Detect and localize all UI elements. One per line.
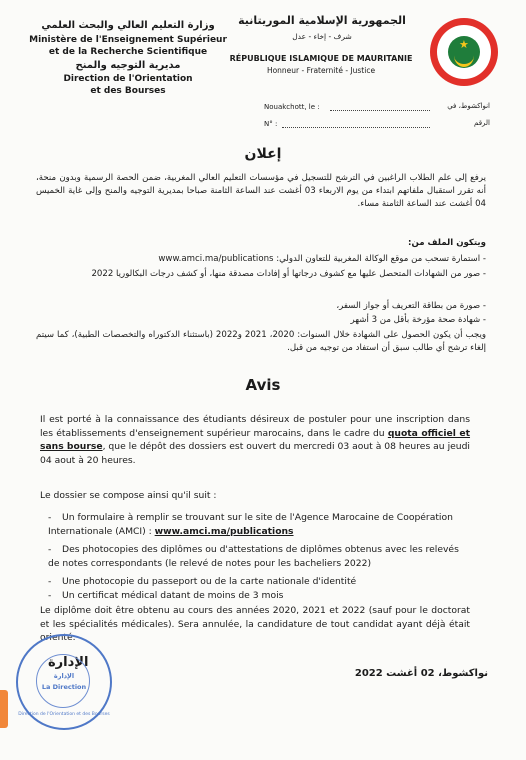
french-paragraph-1: Il est porté à la connaissance des étudiants désireux de postuler pour une inscription dans les établissements d'enseignement supérieur marocains, dans le cadre du quota officiel et sans bourse, que le dépôt des dossiers est ouvert du mercredi 03 aout à 08 heures au jeudi 04 aout à 20 heures.: [40, 414, 471, 466]
amci-link[interactable]: www.amci.ma/publications: [154, 525, 294, 537]
number-label-ar: الرقم: [474, 119, 490, 127]
stamp-text-fr: La Direction: [41, 683, 87, 691]
direction-fr-line1: Direction de l'Orientation: [63, 74, 193, 84]
arabic-title: إعلان: [244, 146, 282, 162]
arabic-file-intro: ويتكون الملف من:: [408, 238, 486, 248]
place-label-ar: انواكشوط، في: [447, 102, 490, 110]
number-label-fr: N° :: [264, 120, 278, 128]
page-edge-tab: [0, 690, 8, 728]
french-item-1: - Un formulaire à remplir se trouvant sur le site de l'Agence Marocaine de Coopération Internationale (AMCI) : www.amci.ma/publications: [48, 512, 453, 537]
quota-emphasis: quota officiel et sans bourse: [40, 427, 471, 452]
place-label-fr: Nouakchott, le :: [264, 103, 320, 111]
motto-ar: شرف - إخاء - عدل: [292, 32, 352, 41]
stamp-ring-text: Direction de l'Orientation et des Bourses: [18, 712, 110, 717]
date-line-ar: نواكشوط، 02 أغشت 2022: [354, 668, 488, 679]
mauritania-emblem-logo: ★: [430, 18, 498, 86]
republic-fr: RÉPUBLIQUE ISLAMIQUE DE MAURITANIE: [229, 54, 413, 63]
french-item-3: - Une photocopie du passeport ou de la carte nationale d'identité: [48, 576, 357, 587]
direction-fr-line2: et des Bourses: [90, 86, 166, 96]
stamp-text-ar: الإدارة: [53, 672, 75, 680]
republic-ar: الجمهورية الإسلامية الموريتانية: [238, 14, 406, 27]
motto-fr: Honneur - Fraternité - Justice: [266, 66, 376, 75]
french-paragraph-2: Le diplôme doit être obtenu au cours des années 2020, 2021 et 2022 (sauf pour le doctorat et les spécialités médicales). Sera annulée, la candidature de tout candidat ayant déjà était orienté.: [40, 605, 470, 643]
french-title: Avis: [245, 376, 281, 394]
french-item-2: - Des photocopies des diplômes ou d'attestations de diplômes obtenus avec les relevés de notes correspondants (le relevé de notes pour les bacheliers 2022): [48, 544, 459, 569]
arabic-item-2: - صور من الشهادات المتحصل عليها مع كشوف درجاتها أو إفادات مصدقة منها، أو كشف درجات البكالوريا 2022: [91, 269, 486, 279]
place-dotted-line: [330, 110, 430, 111]
french-item-4: - Un certificat médical datant de moins de 3 mois: [48, 590, 284, 601]
arabic-item-1: - استمارة تسحب من موقع الوكالة المغربية للتعاون الدولي: www.amci.ma/publications: [158, 254, 486, 264]
arabic-paragraph-2: ويجب أن يكون الحصول على الشهادة خلال السنوات: 2020، 2021 و2022 (باستثناء الدكتوراه والتخصصات الطبية)، كما سيتم إلغاء ترشح أي طالب سبق أن استفاد من توجيه من قبل.: [36, 330, 486, 353]
number-dotted-line: [282, 127, 430, 128]
ministry-ar: وزارة التعليم العالي والبحث العلمي: [41, 20, 215, 31]
ministry-fr-line2: et de la Recherche Scientifique: [48, 47, 208, 57]
ministry-fr-line1: Ministère de l'Enseignement Supérieur: [29, 35, 227, 45]
signature-ar: الإدارة: [48, 655, 89, 670]
arabic-paragraph-1: يرفع إلى علم الطلاب الراغبين في الترشح للتسجيل في مؤسسات التعليم العالي المغربية، ضمن الحصة الرسمية وبدون منحة، أنه تقرر استقبال ملفاتهم ابتداء من يوم الاربعاء 03 أغشت عند الساعة الثامنة صباحا بمديرية التوجيه والمنح وإلى غاية الخميس 04 أغشت عند الساعة الثامنة مساء.: [36, 173, 486, 209]
arabic-item-3: - صورة من بطاقة التعريف أو جواز السفر،: [336, 301, 486, 311]
direction-ar: مديرية التوجيه والمنح: [75, 60, 181, 71]
arabic-item-4: - شهادة صحة مؤرخة بأقل من 3 أشهر: [350, 315, 486, 325]
direction-stamp: [16, 634, 112, 730]
french-file-intro: Le dossier se compose ainsi qu'il suit :: [40, 490, 217, 501]
